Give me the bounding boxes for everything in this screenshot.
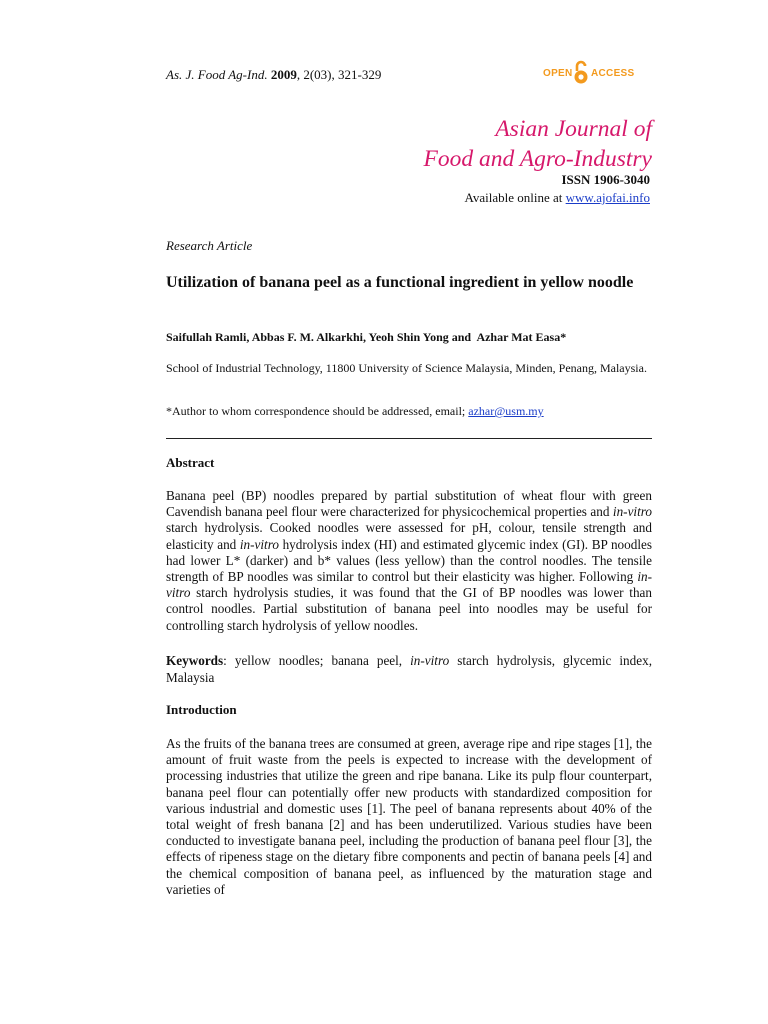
paper-title: Utilization of banana peel as a functional ingredient in yellow noodle [166,274,634,291]
correspondence [166,404,544,419]
article-type: Research Article [166,238,253,253]
open-access-logo [543,60,643,90]
citation-volume: , 2(03), 321-329 [296,67,382,82]
journal-title-line1: Asian Journal of [495,116,652,142]
journal-title-line2: Food and Agro-Industry [423,146,652,172]
email-link[interactable]: azhar@usm.my [468,404,544,418]
open-lock-icon [573,60,589,86]
keywords-text-2: starch hydrolysis, glycemic index, Malaysia [166,653,652,685]
open-word: OPEN [543,68,573,79]
abstract-text [166,488,652,634]
journal-citation [166,67,381,83]
correspondence-prefix: *Author to whom correspondence should be addressed, email; [166,404,469,418]
keywords-label: Keywords [166,653,224,668]
author-list: Saifullah Ramli, Abbas F. M. Alkarkhi, Yeoh Shin Yong and Azhar Mat Easa* [166,330,567,344]
abstract-text-2: starch hydrolysis. Cooked noodles were assessed for pH, colour, tensile strength and elasticity and [166,520,652,552]
keywords-text-1: : yellow noodles; banana peel, [223,653,411,668]
abstract-heading: Abstract [166,455,215,470]
issn: ISSN 1906-3040 [561,172,650,187]
abstract-text-4: starch hydrolysis studies, it was found that the GI of BP noodles was lower than control noodles. Partial substitution of banana peel into noodles may be useful for controlling starch hydrolysis of yellow noodles. [166,585,652,633]
divider-rule [166,438,652,439]
available-prefix: Available online at [464,190,566,205]
journal-abbrev: As. J. Food Ag-Ind. [166,67,268,82]
abstract-text-3: hydrolysis index (HI) and estimated glycemic index (GI). BP noodles had lower L* (darker) and b* values (less yellow) than the control noodles. The tensile strength of BP noodles was similar to control but their elasticity was higher. Following [166,536,652,585]
journal-url-link[interactable]: www.ajofai.info [565,190,650,205]
available-online [464,190,650,206]
abstract-italic-3: in-vitro [166,569,652,601]
abstract-italic-2: in-vitro [239,536,279,552]
abstract-italic-1: in-vitro [612,504,652,520]
affiliation: School of Industrial Technology, 11800 University of Science Malaysia, Minden, Penang, Malaysia. [166,361,647,375]
introduction-heading: Introduction [166,702,237,717]
citation-year: 2009 [270,67,297,82]
keywords [166,652,652,686]
keywords-italic: in-vitro [410,653,450,668]
introduction-text: As the fruits of the banana trees are consumed at green, average ripe and ripe stages [1], the amount of fruit waste from the peels is expected to increase with the development of processing industries that utilize the green and ripe banana. Like its pulp flour counterpart, banana peel flour can potentially offer new products with standardized composition for various industrial and domestic uses [1]. The peel of banana represents about 40% of the total weight of fresh banana [2] and has been underutilized. Various studies have been conducted to investigate banana peel, including the production of banana peel flour [3], the effects of ripeness stage on the dietary fibre components and pectin of banana peels [4] and the chemical composition of banana peel, as influenced by the maturation stage and varieties of [166,736,652,897]
access-word: ACCESS [591,68,635,79]
abstract-text-1: Banana peel (BP) noodles prepared by partial substitution of wheat flour with green Cavendish banana peel flour were characterized for physicochemical properties and [166,488,652,520]
